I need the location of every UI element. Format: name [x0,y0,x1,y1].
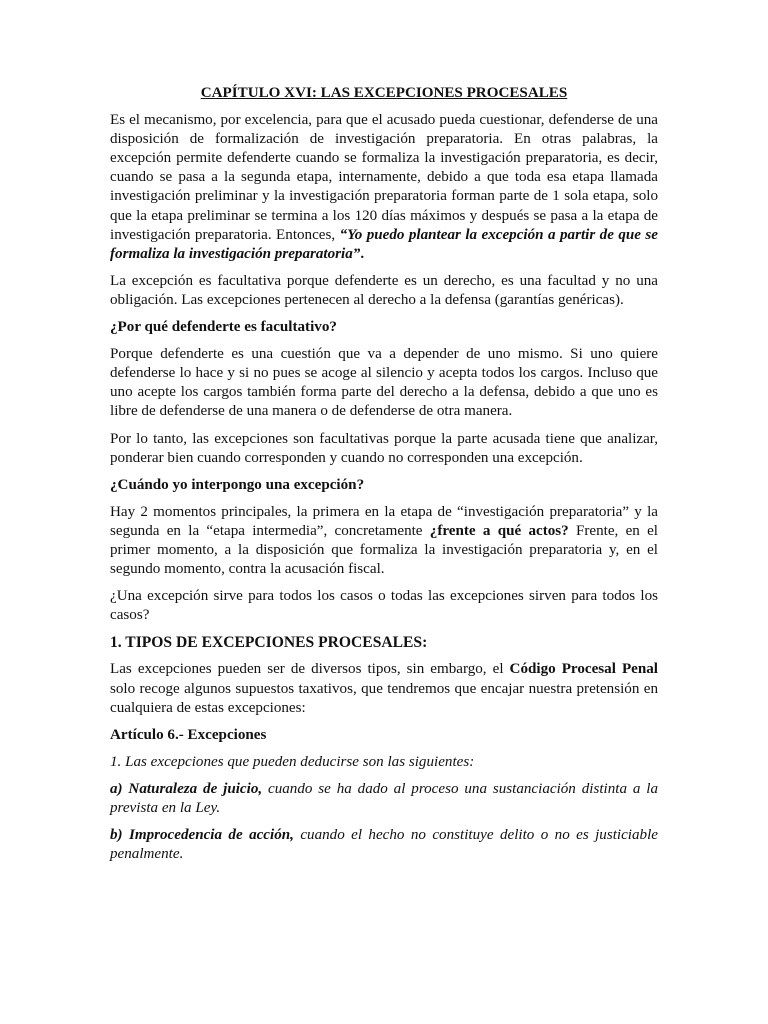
paragraph-mechanism [110,111,658,264]
question-facultativo: ¿Por qué defenderte es facultativo? [110,319,337,336]
item-a-label: a) Naturaleza de juicio, [110,780,263,797]
paragraph-tipos [110,660,658,717]
paragraph-mechanism-text: Es el mecanismo, por excelencia, para que el acusado pueda cuestionar, defenderse de una disposición de formalización de investigación preparatoria. En otras palabras, la excepción permite defenderte cuando se formaliza la investigación preparatoria, es decir, cuando se pasa a la segunda etapa, internamente, debido a que toda esa etapa llamada investigación preliminar y la investigación preparatoria forman parte de 1 sola etapa, solo que la etapa preliminar se termina a los 120 días máximos y después se pasa a la etapa de investigación preparatoria. Entonces, [110,112,658,243]
chapter-title: CAPÍTULO XVI: LAS EXCEPCIONES PROCESALES [200,85,568,101]
paragraph-momentos [110,503,658,579]
paragraph-momentos-b: Frente, en el primer momento, a la disposición que formaliza la investigación preparatoria y, en el segundo momento, contra la acusación fiscal. [110,522,658,578]
paragraph-question-casos: ¿Una excepción sirve para todos los casos o todas las excepciones sirven para todos los casos? [110,588,658,624]
paragraph-momentos-a: Hay 2 momentos principales, la primera en la etapa de “investigación preparatoria” y la segunda en la “etapa intermedia”, concretamente [110,503,658,539]
paragraph-tipos-b: solo recoge algunos supuestos taxativos, que tendremos que encajar nuestra pretensión en cualquiera de estas excepciones: [110,680,658,716]
frente-actos: ¿frente a qué actos? [429,522,569,539]
item-b-label: b) Improcedencia de acción, [110,827,294,844]
article-item-a [110,780,658,818]
paragraph-tipos-a: Las excepciones pueden ser de diversos tipos, sin embargo, el [110,661,510,678]
article-heading: Artículo 6.- Excepciones [110,726,267,743]
article-clause-1: 1. Las excepciones que pueden deducirse son las siguientes: [110,753,475,770]
paragraph-mechanism-end: . [360,245,365,262]
section-heading-tipos: 1. TIPOS DE EXCEPCIONES PROCESALES: [110,634,428,652]
document-body [110,84,658,872]
paragraph-porque: Porque defenderte es una cuestión que va a depender de uno mismo. Si uno quiere defenderse lo hace y si no pues se acoge al silencio y acepta todos los cargos. Incluso que uno acepte los cargos también forma parte del derecho a la defensa, debido a que uno es libre de defenderse de una manera o de defenderse de otra manera. [110,346,658,420]
codigo-procesal-penal: Código Procesal Penal [509,661,658,678]
item-b-text: cuando el hecho no constituye delito o no es justiciable penalmente. [110,827,658,863]
article-item-b [110,826,658,864]
paragraph-facultativa: La excepción es facultativa porque defenderte es un derecho, es una facultad y no una obligación. Las excepciones pertenecen al derecho a la defensa (garantías genéricas). [110,272,658,308]
question-cuando: ¿Cuándo yo interpongo una excepción? [110,476,365,493]
item-a-text: cuando se ha dado al proceso una sustanciación distinta a la prevista en la Ley. [110,780,658,816]
quote-excepcion: “Yo puedo plantear la excepción a partir de que se formaliza la investigación preparatoria” [110,226,659,262]
paragraph-por-lo-tanto: Por lo tanto, las excepciones son facultativas porque la parte acusada tiene que analizar, ponderar bien cuando corresponden y cuando no corresponden una excepción. [110,430,658,466]
